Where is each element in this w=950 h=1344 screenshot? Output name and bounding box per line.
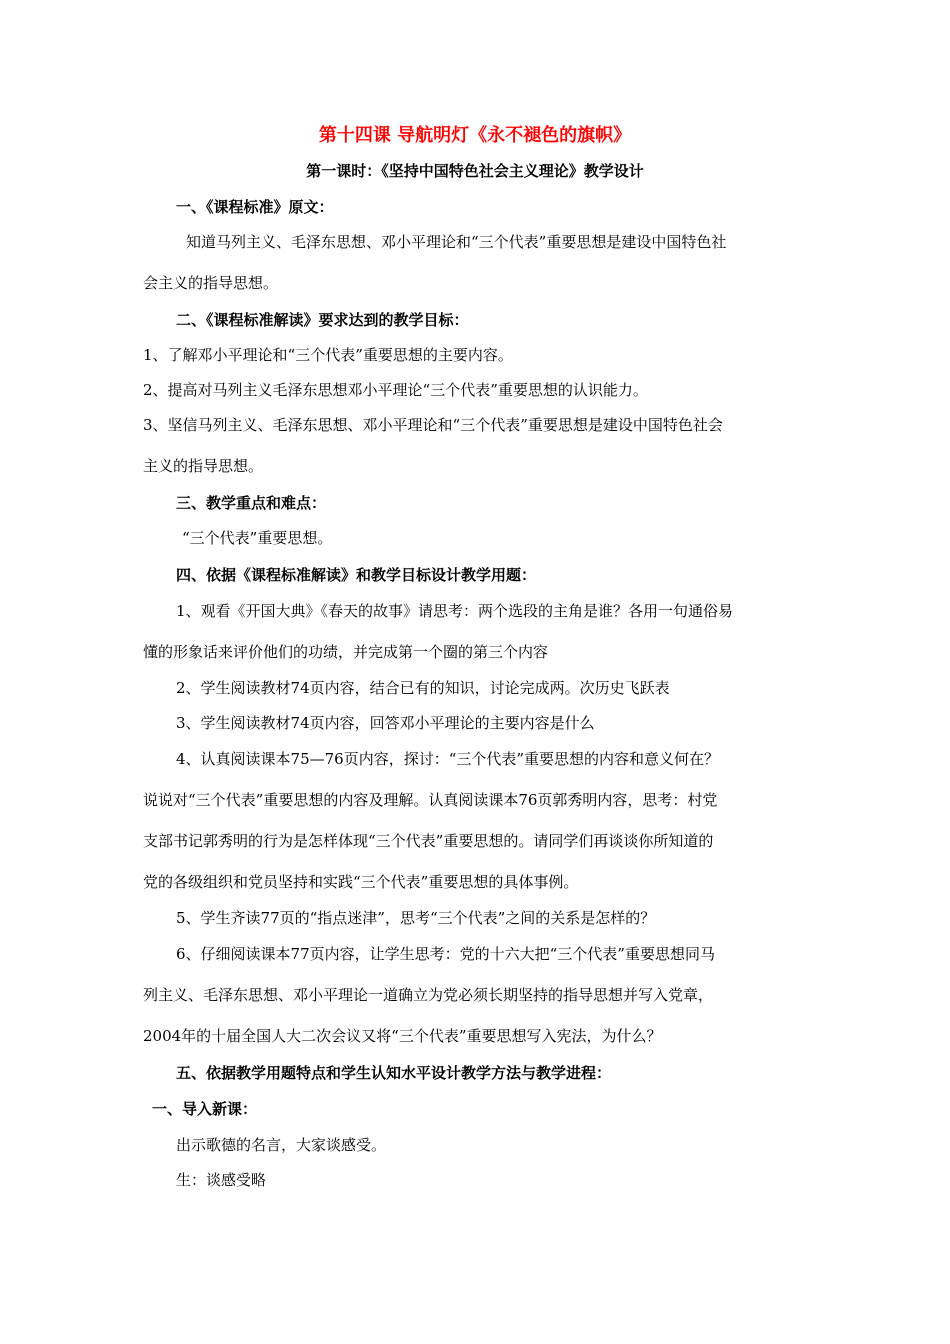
question-1-line-1: 1、观看《开国大典》《春天的故事》请思考：两个选段的主角是谁？各用一句通俗易	[176, 602, 734, 620]
objective-item-3-line-2: 主义的指导思想。	[143, 457, 264, 475]
question-5: 5、学生齐读77页的“指点迷津”，思考“三个代表”之间的关系是怎样的？	[176, 909, 656, 927]
section-5-subheading: 一、导入新课：	[152, 1100, 258, 1118]
section-1-paragraph-line-1: 知道马列主义、毛泽东思想、邓小平理论和“三个代表”重要思想是建设中国特色社	[186, 233, 727, 251]
section-5-line-1: 出示歌德的名言，大家谈感受。	[176, 1136, 387, 1154]
question-4-line-2: 说说对“三个代表”重要思想的内容及理解。认真阅读课本76页郭秀明内容，思考：村党	[143, 791, 718, 809]
section-1-paragraph-line-2: 会主义的指导思想。	[143, 274, 279, 292]
objective-item-1: 1、了解邓小平理论和“三个代表”重要思想的主要内容。	[143, 346, 513, 364]
section-5-line-2: 生：谈感受略	[176, 1171, 267, 1189]
question-4-line-3: 支部书记郭秀明的行为是怎样体现“三个代表”重要思想的。请同学们再谈谈你所知道的	[143, 832, 714, 850]
document-title: 第十四课 导航明灯《永不褪色的旗帜》	[318, 125, 632, 146]
question-4-line-1: 4、认真阅读课本75—76页内容，探讨：“三个代表”重要思想的内容和意义何在？	[176, 750, 720, 768]
section-2-heading: 二、《课程标准解读》要求达到的教学目标：	[176, 311, 469, 329]
section-5-heading: 五、依据教学用题特点和学生认知水平设计教学方法与教学进程：	[176, 1064, 612, 1082]
document-subtitle: 第一课时：《坚持中国特色社会主义理论》教学设计	[306, 162, 644, 180]
section-4-heading: 四、依据《课程标准解读》和教学目标设计教学用题：	[176, 566, 537, 584]
objective-item-3-line-1: 3、坚信马列主义、毛泽东思想、邓小平理论和“三个代表”重要思想是建设中国特色社会	[143, 416, 723, 434]
question-4-line-4: 党的各级组织和党员坚持和实践“三个代表”重要思想的具体事例。	[143, 873, 579, 891]
section-3-heading: 三、教学重点和难点：	[176, 494, 327, 512]
objective-item-2: 2、提高对马列主义毛泽东思想邓小平理论“三个代表”重要思想的认识能力。	[143, 381, 648, 399]
question-1-line-2: 懂的形象话来评价他们的功绩，并完成第一个圈的第三个内容	[143, 643, 549, 661]
question-3: 3、学生阅读教材74页内容，回答邓小平理论的主要内容是什么	[176, 714, 595, 732]
question-6-line-1: 6、仔细阅读课本77页内容，让学生思考：党的十六大把“三个代表”重要思想同马	[176, 945, 715, 963]
section-3-text: “三个代表”重要思想。	[182, 529, 333, 547]
question-2: 2、学生阅读教材74页内容，结合已有的知识，讨论完成两。次历史飞跃表	[176, 679, 670, 697]
question-6-line-3: 2004年的十届全国人大二次会议又将“三个代表”重要思想写入宪法，为什么？	[143, 1027, 662, 1045]
section-1-heading: 一、《课程标准》原文：	[176, 198, 334, 216]
question-6-line-2: 列主义、毛泽东思想、邓小平理论一道确立为党必须长期坚持的指导思想并写入党章，	[143, 986, 714, 1004]
